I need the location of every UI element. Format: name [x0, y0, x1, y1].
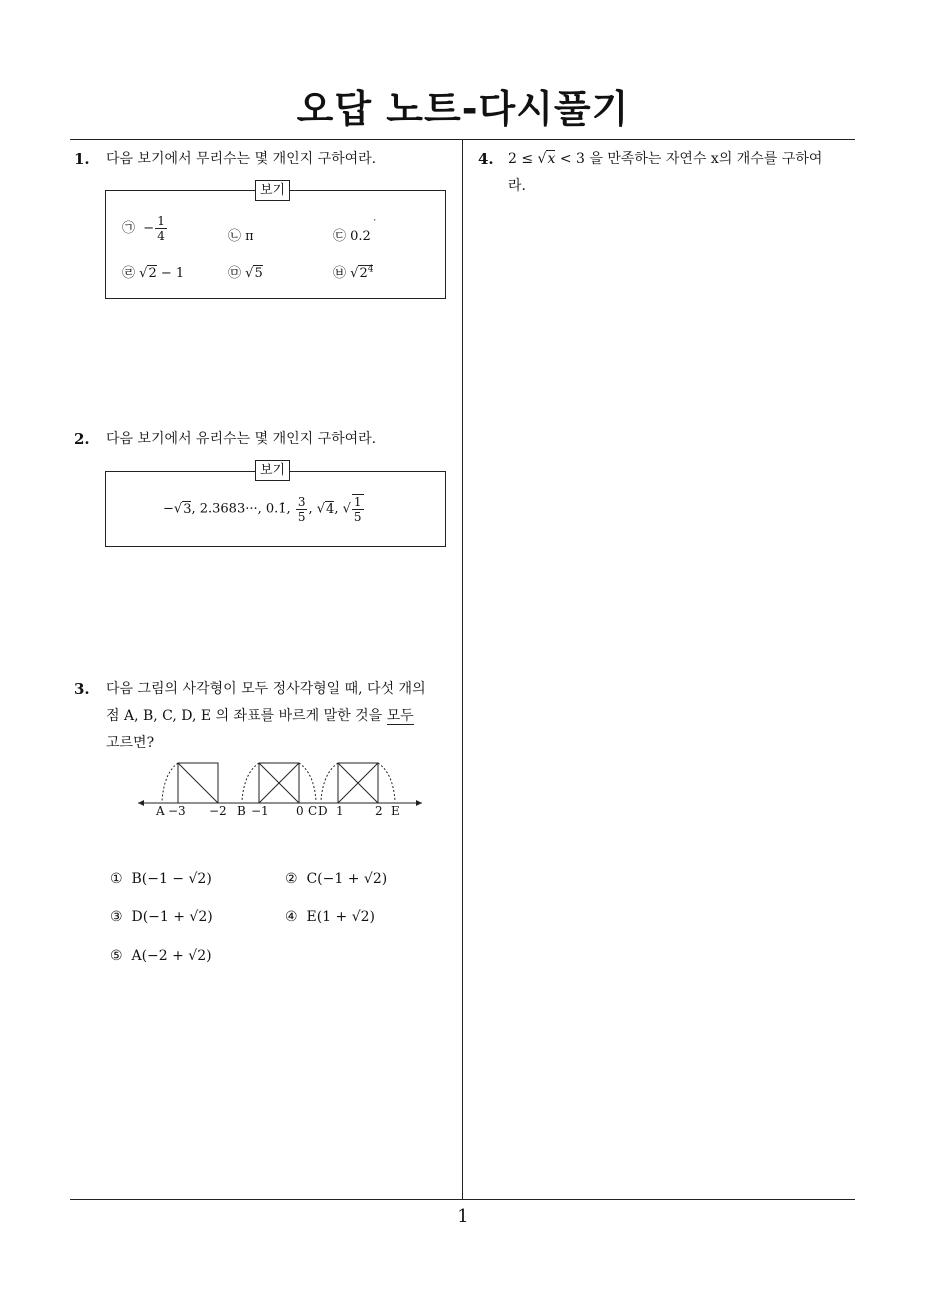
arc-e [378, 763, 395, 801]
choice-3[interactable] [110, 909, 213, 925]
question-2-text: 다음 보기에서 유리수는 몇 개인지 구하여라. [106, 431, 377, 447]
axis-arrow-left [138, 800, 144, 806]
arc-a [162, 763, 178, 801]
q1-bogi-box [105, 190, 446, 299]
q1-repeating-decimal: 0.2 [350, 229, 371, 244]
fraction-minus-quarter: $\frac{1}{4}$ [157, 214, 165, 243]
choice-1[interactable] [110, 871, 212, 887]
q1-item-f: ㉥ $√2^4$ [333, 264, 374, 281]
q1-mark-f: ㉥ [333, 266, 347, 281]
point-c-label: C [308, 804, 318, 818]
q1-mark-d: ㉣ [122, 266, 136, 281]
q1-mark-e: ㉤ [228, 266, 242, 281]
q1-minus-one: − 1 [160, 266, 185, 281]
tick-minus3: −3 [168, 804, 186, 818]
page-title: 오답 노트-다시풀기 [296, 87, 630, 131]
point-d-label: D [318, 804, 328, 818]
arc-c [299, 763, 316, 801]
axis-arrow-right [416, 800, 422, 806]
tick-one: 1 [336, 804, 344, 818]
point-e-label: E [391, 804, 400, 818]
choice-4[interactable] [285, 909, 375, 925]
choice-2[interactable] [285, 871, 387, 887]
tick-zero: 0 [296, 804, 304, 818]
footer-rule [70, 1199, 855, 1200]
question-3-line3: 고르면? [106, 735, 155, 751]
choice-4-mark: ④ [285, 909, 298, 925]
choice-2-mark: ② [285, 871, 298, 887]
arc-d [321, 763, 338, 801]
question-1-number: 1. [74, 150, 90, 168]
question-4-line2: 라. [508, 178, 526, 194]
question-3-underlined: 모두 [386, 708, 414, 724]
choice-3-mark: ③ [110, 909, 123, 925]
question-4-number: 4. [478, 150, 494, 168]
question-4-line1: 2 ≤ √x < 3 을 만족하는 자연수 x의 개수를 구하여 [508, 151, 823, 167]
question-3-line2-text: 점 A, B, C, D, E 의 좌표를 바르게 말한 것을 [106, 708, 387, 724]
choice-5[interactable] [110, 948, 212, 964]
question-3-line1: 다음 그림의 사각형이 모두 정사각형일 때, 다섯 개의 [106, 681, 426, 697]
question-3-number: 3. [74, 680, 90, 698]
q1-item-d: ㉣ √2 − 1 [122, 266, 185, 281]
q1-item-a: ㉠ − $\frac{1}{4}$ [122, 214, 165, 243]
arc-b [242, 763, 259, 801]
q1-mark-a: ㉠ [122, 221, 136, 236]
repeating-dot: ˙ [372, 218, 378, 231]
question-1-text: 다음 보기에서 무리수는 몇 개인지 구하여라. [106, 151, 377, 167]
q2-bogi-label: 보기 [255, 460, 290, 481]
point-a-label: A [156, 804, 165, 818]
question-3-line2 [106, 703, 414, 730]
choice-1-mark: ① [110, 871, 123, 887]
tick-minus1: −1 [251, 804, 269, 818]
tick-two: 2 [375, 804, 383, 818]
q1-item-c [333, 225, 371, 244]
square-1-diagonal [178, 763, 218, 803]
point-b-label: B [237, 804, 246, 818]
choice-5-label: A(−2 + √2) [131, 948, 212, 964]
question-4-line1-text: 을 만족하는 자연수 x의 개수를 구하여 [589, 151, 823, 167]
tick-minus2: −2 [209, 804, 227, 818]
choice-2-label: C(−1 + √2) [306, 871, 388, 887]
choice-3-label: D(−1 + √2) [131, 909, 213, 925]
column-divider [462, 139, 463, 1200]
q1-mark-b: ㉡ [228, 229, 242, 244]
q2-number-list: −√3, 2.3683···, 0.1̇, $\frac{3}{5}$ , √4, √ $\frac{1}{5}$ [163, 494, 362, 524]
q1-item-e: ㉤ √5 [228, 266, 263, 281]
choice-4-label: E(1 + √2) [306, 909, 375, 925]
choice-1-label: B(−1 − √2) [131, 871, 212, 887]
q1-bogi-label: 보기 [255, 180, 290, 201]
choice-5-mark: ⑤ [110, 948, 123, 964]
q1-pi: π [245, 229, 254, 244]
question-2-number: 2. [74, 430, 90, 448]
q1-mark-c: ㉢ [333, 229, 347, 244]
q1-item-b [228, 225, 254, 244]
page-number: 1 [457, 1206, 469, 1227]
